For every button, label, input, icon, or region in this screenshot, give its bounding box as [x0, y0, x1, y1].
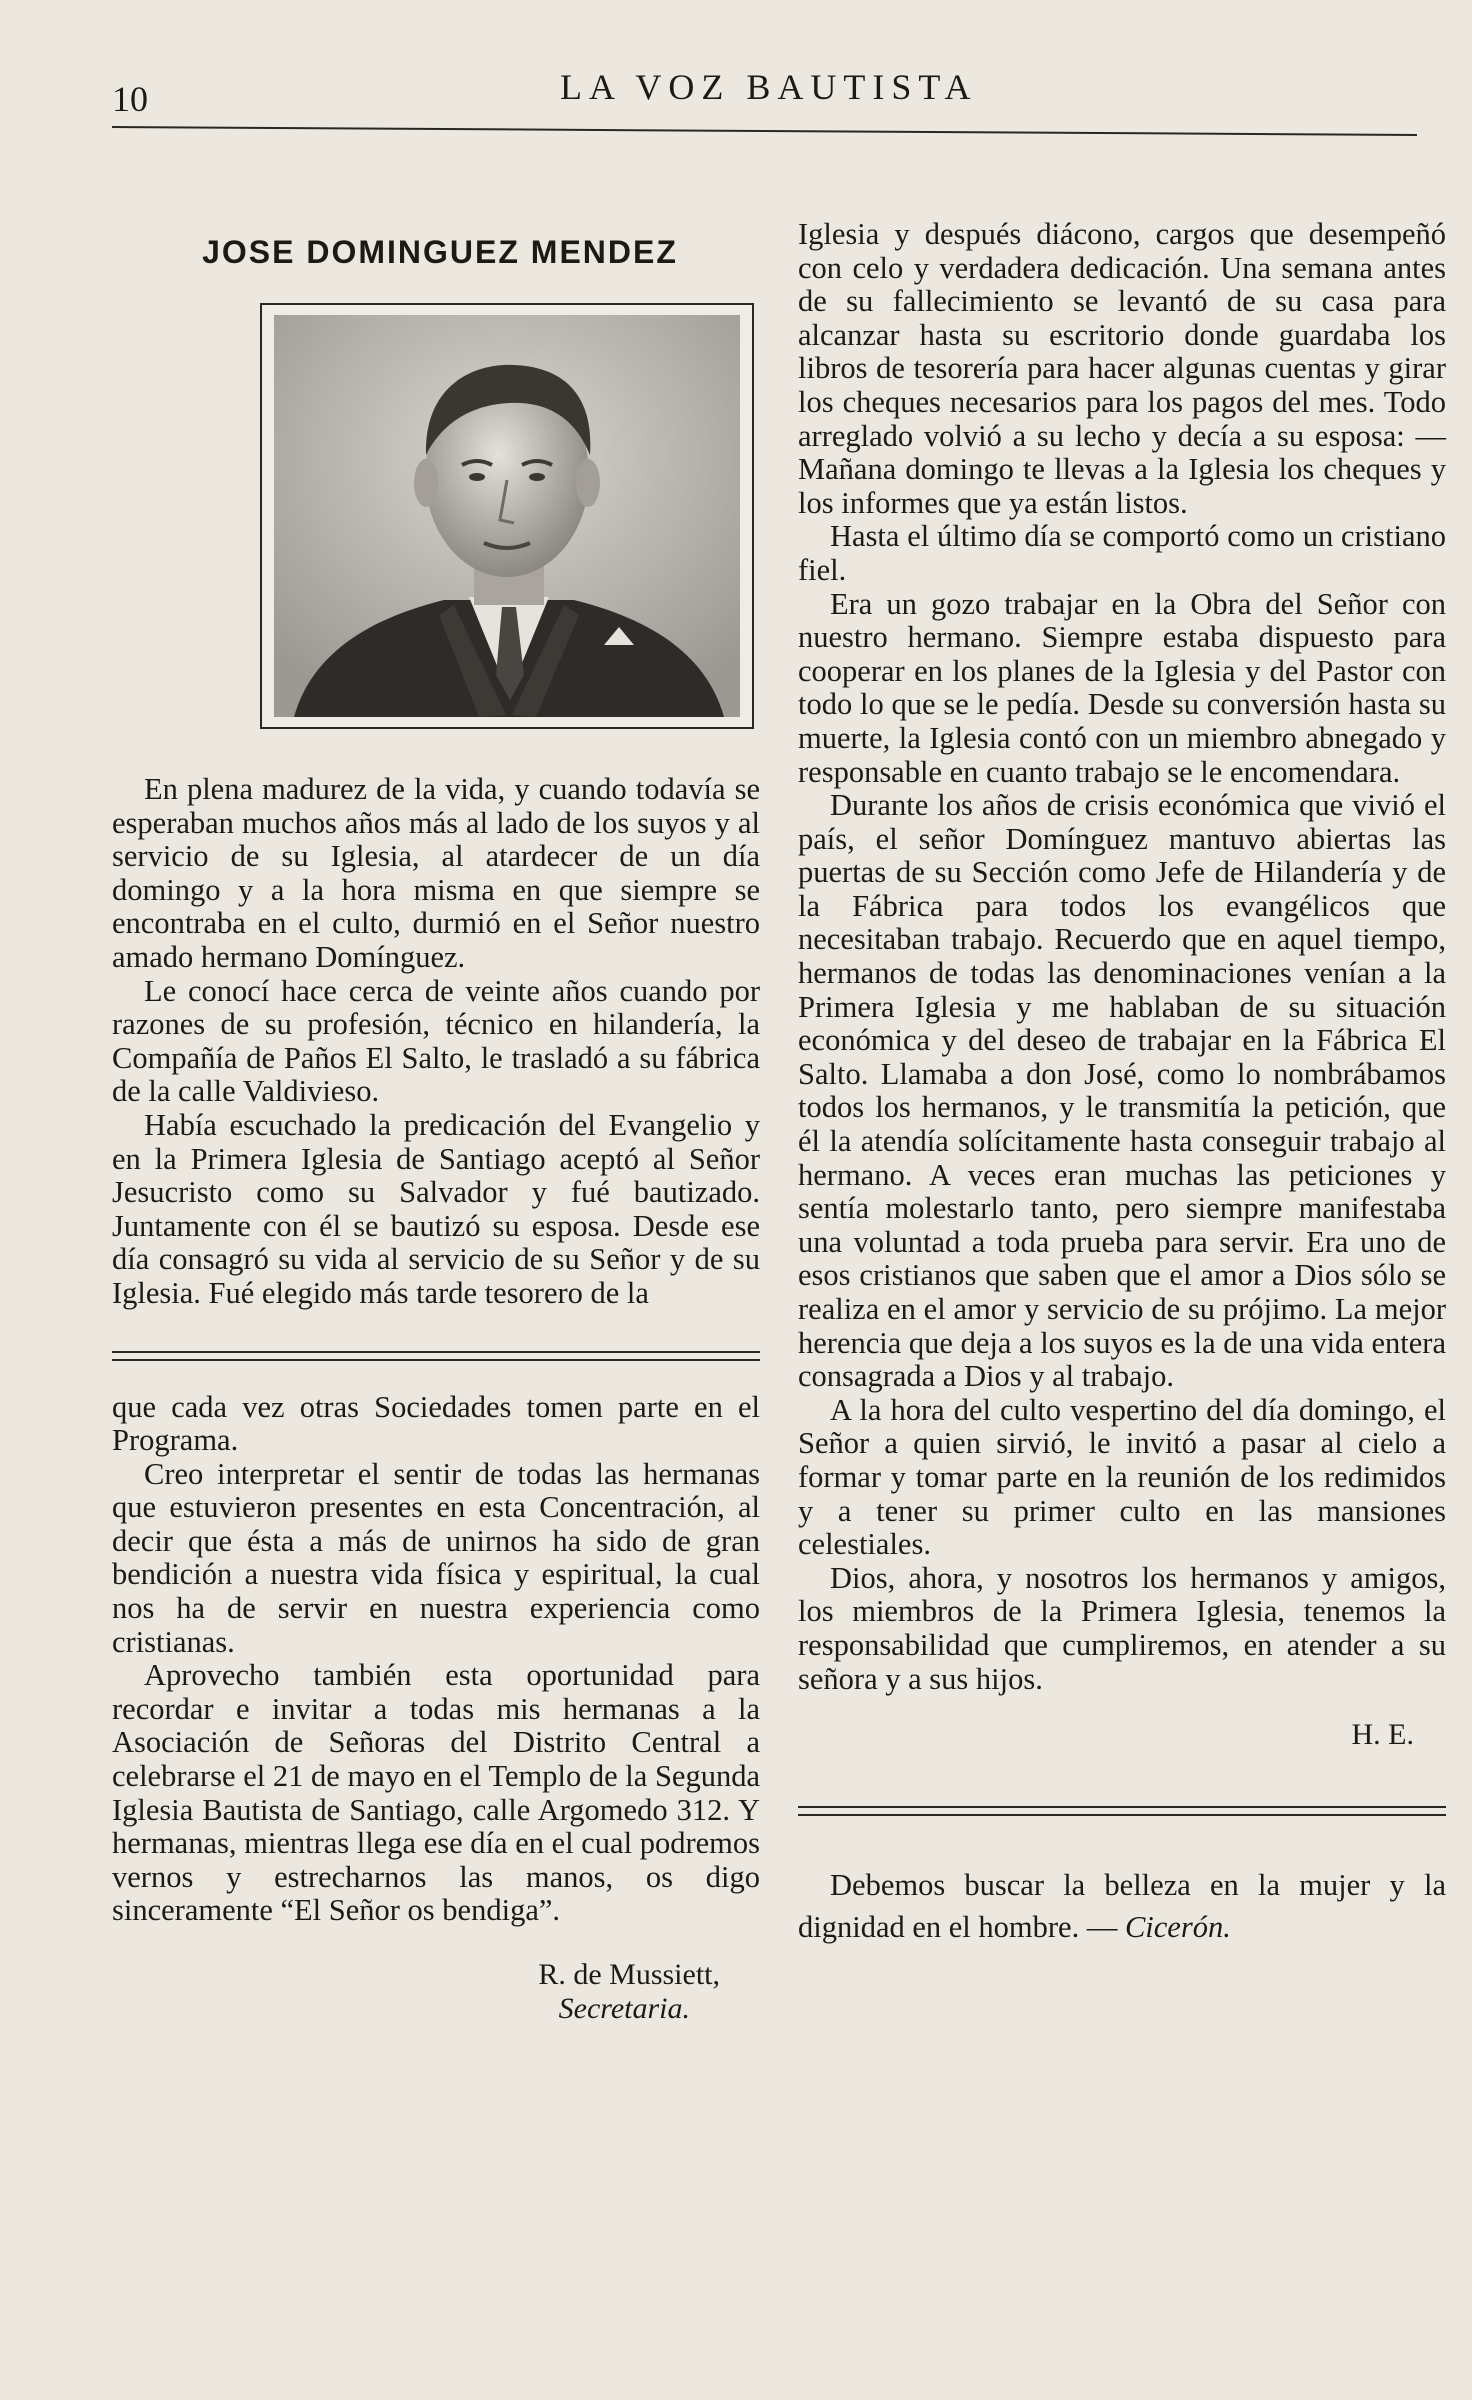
left-column	[112, 220, 760, 2026]
obituary-text-right	[798, 218, 1446, 1696]
obituary-paragraph: Durante los años de crisis económica que vivió el país, el señor Domínguez mantuvo abiertas las puertas de su Sección como Jefe de Hilandería y de la Fábrica para todos los evangélicos que necesitaban trabajo. Recuerdo que en aquel tiempo, hermanos de todas las denominaciones venían a la Primera Iglesia y me hablaban de su situación económica y del deseo de trabajar en la Fábrica El Salto. Llamaba a don José, como lo nombrábamos todos los hermanos, y le transmitía la petición, que él la atendía solícitamente hasta conseguir trabajo al hermano. A veces eran muchas las peticiones y sentía molestarlo tanto, pero siempre manifestaba una voluntad a toda prueba para servir. Era uno de esos cristianos que saben que el amor a Dios sólo se realiza en el amor y servicio de su prójimo. La mejor herencia que deja a los suyos es la de una vida entera consagrada a Dios y al trabajo.	[798, 788, 1446, 1394]
article-title: JOSE DOMINGUEZ MENDEZ	[202, 234, 678, 270]
obituary-paragraph: Dios, ahora, y nosotros los hermanos y amigos, los miembros de la Primera Iglesia, tenemos la responsabilidad que cumpliremos, en atender a su señora y a sus hijos.	[798, 1560, 1446, 1696]
obituary-paragraph: Le conocí hace cerca de veinte años cuando por razones de su profesión, técnico en hilandería, la Compañía de Paños El Salto, le trasladó a su fábrica de la calle Valdivieso.	[112, 973, 760, 1109]
page-number: 10	[112, 79, 148, 119]
signature-role: Secretaria.	[558, 1992, 690, 2025]
portrait-photo	[260, 303, 754, 729]
obituary-paragraph: En plena madurez de la vida, y cuando todavía se esperaban muchos años más al lado de los suyos y al servicio de su Iglesia, al atardecer de un día domingo y a la hora misma en que siempre se encontraba en el culto, durmió en el Señor nuestro amado hermano Domínguez.	[112, 772, 760, 974]
obituary-paragraph: A la hora del culto vespertino del día domingo, el Señor a quien sirvió, le invitó a pasar al cielo a formar y tomar parte en la reunión de los redimidos y a tener su primer culto en las mansiones celestiales.	[798, 1392, 1446, 1562]
right-column	[798, 218, 1446, 1979]
running-head: LA VOZ BAUTISTA	[560, 67, 978, 107]
continuation-article	[112, 1391, 760, 1929]
obituary-paragraph: Había escuchado la predicación del Evangelio y en la Primera Iglesia de Santiago aceptó al Señor Jesucristo como su Salvador y fué bautizado. Juntamente con él se bautizó su esposa. Desde ese día consagró su vida al servicio de su Señor y de su Iglesia. Fué elegido más tarde tesorero de la	[112, 1107, 760, 1310]
obituary-paragraph: Iglesia y después diácono, cargos que desempeñó con celo y verdadera dedicación. Una semana antes de su fallecimiento se levantó de su casa para alcanzar hasta su escritorio donde guardaba los libros de tesorería para hacer algunas cuentas y girar los cheques necesarios para los pagos del mes. Todo arreglado volvió a su lecho y decía a su esposa: —Mañana domingo te llevas a la Iglesia los cheques y los informes que ya están listos.	[798, 217, 1446, 520]
obituary-paragraph: Era un gozo trabajar en la Obra del Señor con nuestro hermano. Siempre estaba dispuesto para cooperar en los planes de la Iglesia y del Pastor con todo lo que se le pedía. Desde su conversión hasta su muerte, la Iglesia contó con un miembro abnegado y responsable en cuanto trabajo se le encomendara.	[798, 586, 1446, 789]
header-rule	[112, 126, 1417, 136]
quote-text: Debemos buscar la belleza en la mujer y la dignidad en el hombre. —	[798, 1868, 1446, 1945]
signature-name: R. de Mussiett,	[538, 1958, 720, 1991]
continuation-paragraph: que cada vez otras Sociedades tomen parte en el Programa.	[112, 1389, 760, 1458]
closing-quote	[798, 1864, 1446, 1948]
obituary-paragraph: Hasta el último día se comportó como un cristiano fiel.	[798, 519, 1446, 587]
obituary-text-left	[112, 773, 760, 1311]
continuation-paragraph: Aprovecho también esta oportunidad para recordar e invitar a todas mis hermanas a la Asociación de Señoras del Distrito Central a celebrarse el 21 de mayo en el Templo de la Segunda Iglesia Bautista de Santiago, calle Argomedo 312. Y hermanas, mientras llega ese día en el cual podremos vernos y estrecharnos las manos, os digo sinceramente “El Señor os bendiga”.	[112, 1658, 760, 1928]
portrait-image	[274, 315, 740, 717]
signature-block	[112, 1958, 760, 2026]
section-divider	[112, 1351, 760, 1361]
quote-author: Cicerón.	[1124, 1910, 1231, 1945]
section-divider	[798, 1806, 1446, 1816]
author-initials: H. E.	[1351, 1718, 1414, 1752]
continuation-paragraph: Creo interpretar el sentir de todas las hermanas que estuvieron presentes en esta Concentración, al decir que ésta a más de unirnos ha sido de gran bendición a nuestra vida física y espiritual, la cual nos ha de servir en nuestra experiencia como cristianas.	[112, 1456, 760, 1659]
